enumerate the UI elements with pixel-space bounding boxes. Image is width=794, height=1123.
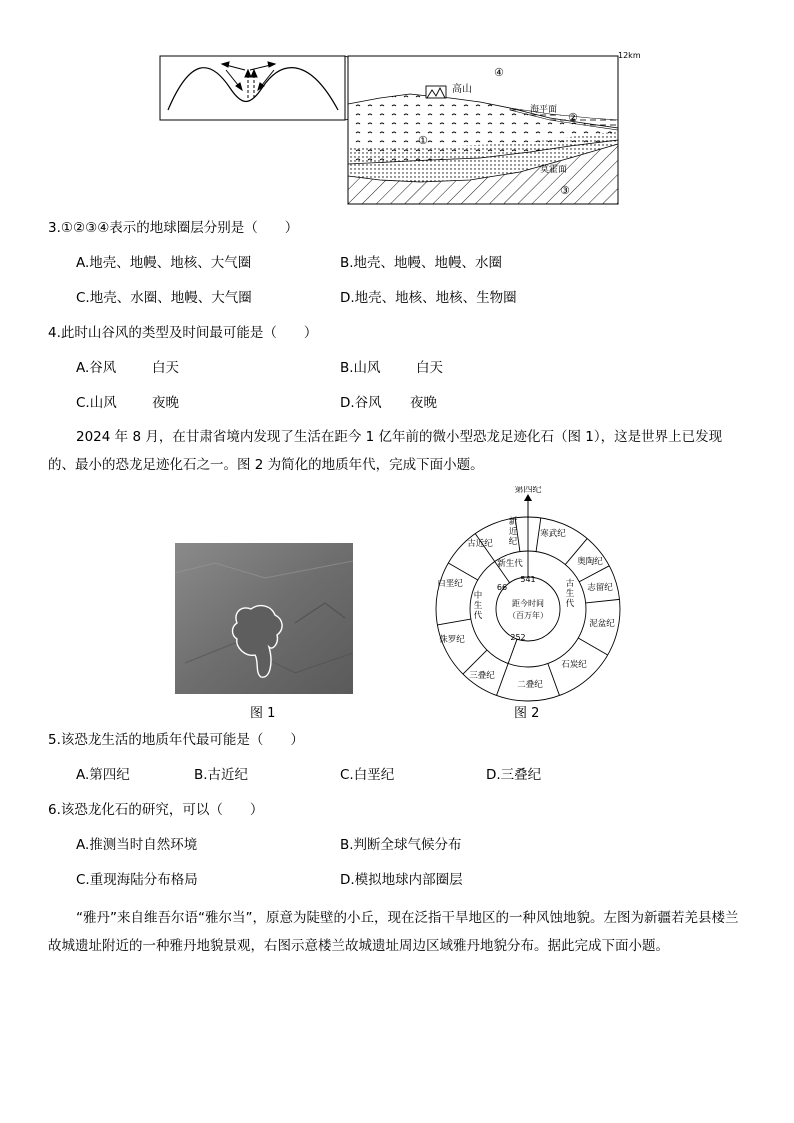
layer-1-label: ①: [418, 134, 428, 147]
moho-label: 莫霍面: [540, 165, 568, 175]
geologic-time-wheel: [418, 486, 638, 702]
q3-option-d[interactable]: D.地壳、地核、地核、生物圈: [340, 290, 517, 306]
q4-b-type: B.山风: [340, 360, 381, 376]
intro-paragraph-yardang: “雅丹”来自维吾尔语“雅尔当”，原意为陡壁的小丘，现在泛指干旱地区的一种风蚀地貌。左图为新疆若羌县楼兰故城遗址附近的一种雅丹地貌景观，右图示意楼兰故城遗址周边区域雅丹地貌分布。据此完成下面小题。: [48, 910, 739, 954]
figure-2-caption: 图 2: [514, 706, 540, 721]
period-divider: [586, 599, 620, 603]
q4-a-time: 白天: [152, 360, 179, 376]
q4-option-a[interactable]: [76, 358, 179, 378]
boundary-252: 252: [510, 633, 526, 642]
q6-option-c[interactable]: C.重现海陆分布格局: [76, 872, 198, 888]
q5-option-a[interactable]: A.第四纪: [76, 767, 130, 783]
period-permian: 二叠纪: [517, 680, 543, 690]
q3-option-b[interactable]: B.地壳、地幔、地幔、水圈: [340, 255, 503, 271]
fossil-photo: [175, 543, 353, 694]
boundary-66: 66: [496, 583, 508, 592]
q6-option-d[interactable]: D.模拟地球内部圈层: [340, 872, 463, 888]
boundary-541: 541: [520, 575, 536, 584]
question-5-stem: 5.该恐龙生活的地质年代最可能是（ ）: [48, 732, 304, 748]
q5-option-d[interactable]: D.三叠纪: [486, 767, 542, 783]
q6-option-a[interactable]: A.推测当时自然环境: [76, 837, 198, 853]
question-6-stem: 6.该恐龙化石的研究，可以（ ）: [48, 802, 264, 818]
q4-a-type: A.谷风: [76, 360, 117, 376]
earth-layers-figure: [150, 48, 650, 208]
q4-d-time: 夜晚: [410, 395, 437, 411]
figure-1-caption: 图 1: [250, 706, 276, 721]
q4-d-type: D.谷风: [340, 395, 382, 411]
spoke-252: [497, 639, 518, 695]
period-divider: [448, 563, 477, 580]
period-ordovician: 奥陶纪: [577, 557, 603, 567]
era-mesozoic: 中生代: [473, 591, 483, 621]
q4-c-time: 夜晚: [152, 395, 179, 411]
layer-3-label: ③: [560, 184, 570, 197]
q4-option-b[interactable]: [340, 358, 443, 378]
q3-option-a[interactable]: A.地壳、地幔、地核、大气圈: [76, 255, 252, 271]
mountain-label: 高山: [452, 84, 472, 95]
q5-option-b[interactable]: B.古近纪: [194, 767, 249, 783]
period-devonian: 泥盆纪: [589, 619, 615, 629]
scale-label: 12km: [618, 51, 641, 60]
valley-inset-box: [160, 56, 345, 120]
q4-option-d[interactable]: [340, 393, 437, 413]
question-3-stem: 3.①②③④表示的地球圈层分别是（ ）: [48, 220, 299, 236]
center-label-line2: （百万年）: [508, 611, 548, 620]
intro-paragraph-dinosaur: 2024 年 8 月，在甘肃省境内发现了生活在距今 1 亿年前的微小型恐龙足迹化石（图 1），这是世界上已发现的、最小的恐龙足迹化石之一。图 2 为简化的地质年代，完成下面小题。: [48, 429, 723, 473]
era-paleozoic: 古生代: [565, 579, 575, 609]
period-jurassic: 侏罗纪: [439, 635, 465, 645]
period-divider: [579, 566, 609, 582]
question-4-stem: 4.此时山谷风的类型及时间最可能是（ ）: [48, 325, 318, 341]
era-cenozoic: 新生代: [497, 559, 523, 569]
period-divider: [548, 664, 560, 696]
period-cambrian: 寒武纪: [540, 529, 566, 539]
period-triassic: 三叠纪: [469, 671, 495, 681]
q6-option-b[interactable]: B.判断全球气候分布: [340, 837, 462, 853]
q3-option-c[interactable]: C.地壳、水圈、地幔、大气圈: [76, 290, 252, 306]
layer-2-label: ②: [568, 111, 578, 124]
quaternary-label: 第四纪: [514, 486, 542, 495]
period-paleogene: 古近纪: [467, 539, 493, 549]
q4-b-time: 白天: [416, 360, 443, 376]
center-label-line1: 距今时间: [512, 599, 544, 608]
period-divider: [437, 619, 470, 625]
period-divider: [578, 638, 607, 655]
period-silurian: 志留纪: [587, 583, 613, 593]
q4-c-type: C.山风: [76, 395, 117, 411]
q4-option-c[interactable]: [76, 393, 179, 413]
sea-level-label: 海平面: [530, 105, 558, 115]
q5-option-c[interactable]: C.白垩纪: [340, 767, 395, 783]
period-carboniferous: 石炭纪: [561, 660, 587, 670]
period-cretaceous: 白垩纪: [437, 579, 463, 589]
period-neogene: 新近纪: [508, 517, 518, 547]
layer-4-label: ④: [494, 66, 504, 79]
